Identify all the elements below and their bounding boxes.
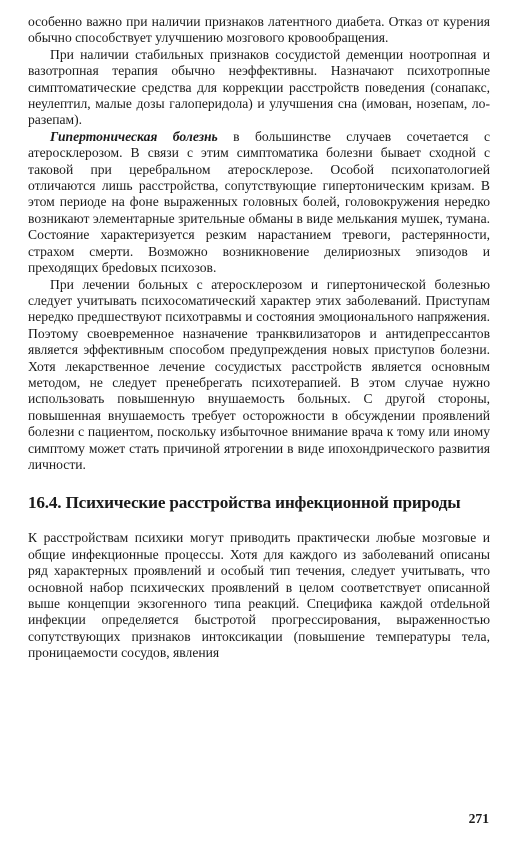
section-heading: 16.4. Психические расстройства инфекционной природы [28,493,461,513]
paragraph-3 [28,129,490,277]
paragraph-2: При наличии стабильных признаков сосудистой деменции ноотропная и вазотропная терапия обычно неэффективны. Назначают психотропные симптоматические средства для коррекции расстройств поведения (сонапакс, неулептил, малые дозы галоперидола) и улучшения сна (имован, нозепам, лоразепам). [28,46,490,128]
page-number: 271 [468,811,489,826]
page-content [28,14,490,662]
paragraph-3-text: в большинстве случаев сочетается с атеросклерозом. В связи с этим симптоматика болезни бывает сходной с таковой при церебральном атеросклерозе. Особой психопатологией отличаются лишь расстройства, сопутствующие гипертоническим кризам. В этом периоде на фоне выраженных головных болей, головокружения нередко возникают элементарные зрительные обманы в виде мелькания мушек, тумана. Состояние характеризуется резким нарастанием тревоги, растерянности, страхом смерти. Возможно возникновение делириозных эпизодов и преходящих бреdовых психозов. [28,128,490,276]
paragraph-4: При лечении больных с атеросклерозом и гипертонической болезнью следует учитывать психосоматический характер этих заболеваний. Приступам нередко предшествуют психотравмы и состояния эмоционального напряжения. Поэтому своевременное назначение транквилизаторов и антидепрессантов является эффективным способом предупреждения новых приступов болезни. Хотя лекарственное лечение сосудистых расстройств является основным методом, не следует пренебрегать психотерапией. В этом случае нужно использовать повышенную внушаемость больных. С другой стороны, повышенная внушаемость требует осторожности в обсуждении проявлений болезни с пациентом, поскольку избыточное внимание врача к тому или иному симптому может стать причиной ятрогении в виде ипохондрического развития личности. [28,276,490,472]
term-hypertension: Гипертоническая болезнь [50,128,218,144]
paragraph-1: особенно важно при наличии признаков латентного диабета. Отказ от курения обычно способствует улучшению мозгового кровообращения. [28,14,490,46]
section-paragraph-1: К расстройствам психики могут приводить практически любые мозговые и общие инфекционные процессы. Хотя для каждого из заболеваний описаны ряд характерных проявлений и особый тип течения, следует учитывать, что основной набор психических проявлений в целом соответствует описанной выше концепции экзогенного типа реакций. Специфика каждой отdельной инфекции определяется быстротой прогрессирования, выраженностью сопутствующих признаков интоксикации (повышение температуры тела, проницаемости сосудов, явления [28,530,490,661]
